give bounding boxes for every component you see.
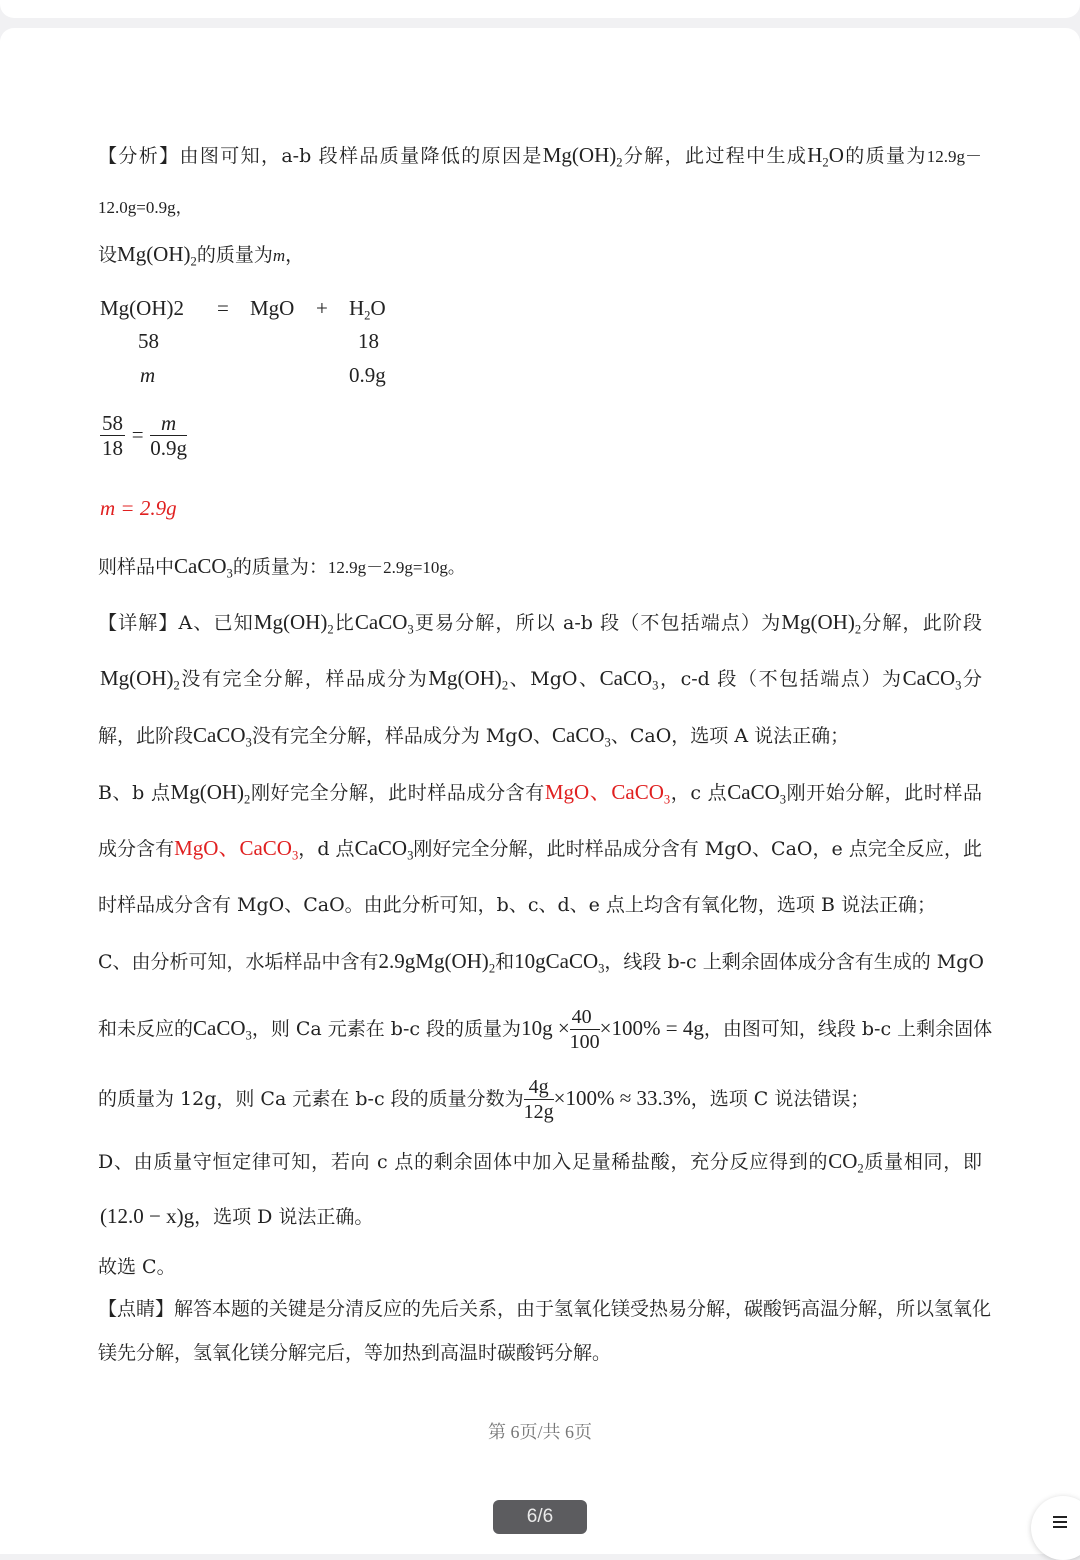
detail-B-line-1: B、b 点$Mg(OH)_2$刚好完全分解，此时样品成分含有MgO、CaCO$_3$，c 点CaCO$_3$刚开始分解，此时样品 (98, 780, 982, 807)
detail-B-line-3: 时样品成分含有 MgO、CaO。由此分析可知，b、c、d、e 点上均含有氧化物，选项 B 说法正确； (98, 894, 936, 916)
formula-mgoh2: $Mg(OH)_2$ (542, 143, 623, 170)
page-footer: 第 6页/共 6页 (487, 1422, 592, 1442)
chemical-equation: Mg(OH)2 = MgO + $H_2O$ 58 18 m 0.9g (100, 296, 386, 387)
analysis-line-2: 12.0g=0.9g， (98, 198, 193, 217)
fraction-40-100: $\frac{40}{100}$ (569, 1006, 600, 1053)
analysis-line-1: 【分析】由图可知，a-b 段样品质量降低的原因是$Mg(OH)_2$分解，此过程中生成$H_2O$的质量为12.9g－ (98, 143, 982, 170)
detail-D-line-1: D、由质量守恒定律可知，若向 c 点的剩余固体中加入足量稀盐酸，充分反应得到的$CO_2$质量相同，即 (98, 1149, 982, 1176)
highlight-red: MgO、CaCO$_3$ (544, 780, 671, 807)
result-m: m = 2.9g (100, 496, 177, 520)
caco3-mass-line: 则样品中CaCO$_3$的质量为：12.9g－2.9g=10g。 (98, 554, 465, 581)
previous-page-edge (0, 0, 1080, 18)
answer-line: 故选 C。 (98, 1256, 176, 1278)
formula-h2o: $H_2O$ (349, 296, 386, 323)
detail-A-line-3: 解，此阶段CaCO$_3$没有完全分解，样品成分为 MgO、CaCO$_3$、CaO，选项 A 说法正确； (98, 723, 850, 750)
detail-A-line-2: $Mg(OH)_2$没有完全分解，样品成分为$Mg(OH)_2$、MgO、CaCO$_3$，c-d 段（不包括端点）为CaCO$_3$分 (100, 666, 982, 693)
analysis-line-3: 设$Mg(OH)_2$的质量为m， (98, 242, 305, 269)
highlight-red: MgO、CaCO$_3$ (174, 836, 299, 863)
detail-B-line-2: 成分含有MgO、CaCO$_3$，d 点CaCO$_3$刚好完全分解，此时样品成分含有 MgO、CaO，e 点完全反应，此 (98, 836, 982, 863)
detail-C-line-2: 和未反应的CaCO$_3$，则 Ca 元素在 b-c 段的质量为10g × $\frac{40}{100}$ ×100% = 4g，由图可知，线段 b-c 上剩余固体 (98, 1006, 993, 1053)
detail-A-line-1: 【详解】A、已知$Mg(OH)_2$比CaCO$_3$更易分解，所以 a-b 段（不包括端点）为$Mg(OH)_2$分解，此阶段 (98, 610, 982, 637)
detail-D-line-2: (12.0 − x)g，选项 D 说法正确。 (100, 1204, 374, 1228)
page-indicator[interactable]: 6/6 (493, 1500, 587, 1534)
formula-h2o: $H_2O$ (807, 143, 844, 170)
detail-C-line-1: C、由分析可知，水垢样品中含有$2.9gMg(OH)_2$和10gCaCO$_3$，线段 b-c 上剩余固体成分含有生成的 MgO (98, 949, 984, 976)
comment-line-1: 【点睛】解答本题的关键是分清反应的先后关系，由于氢氧化镁受热易分解，碳酸钙高温分解，所以氢氧化 (98, 1298, 992, 1320)
document-page (0, 28, 1080, 1554)
fraction-4g-12g: $\frac{4g}{12g}$ (523, 1076, 554, 1123)
detail-C-line-3: 的质量为 12g，则 Ca 元素在 b-c 段的质量分数为 $\frac{4g}{12g}$ ×100% ≈ 33.3%，选项 C 说法错误； (98, 1076, 870, 1123)
ratio-equation: $\frac{58}{18}$ = $\frac{m}{0.9g}$ (102, 411, 187, 461)
comment-line-2: 镁先分解，氢氧化镁分解完后，等加热到高温时碳酸钙分解。 (98, 1342, 612, 1364)
